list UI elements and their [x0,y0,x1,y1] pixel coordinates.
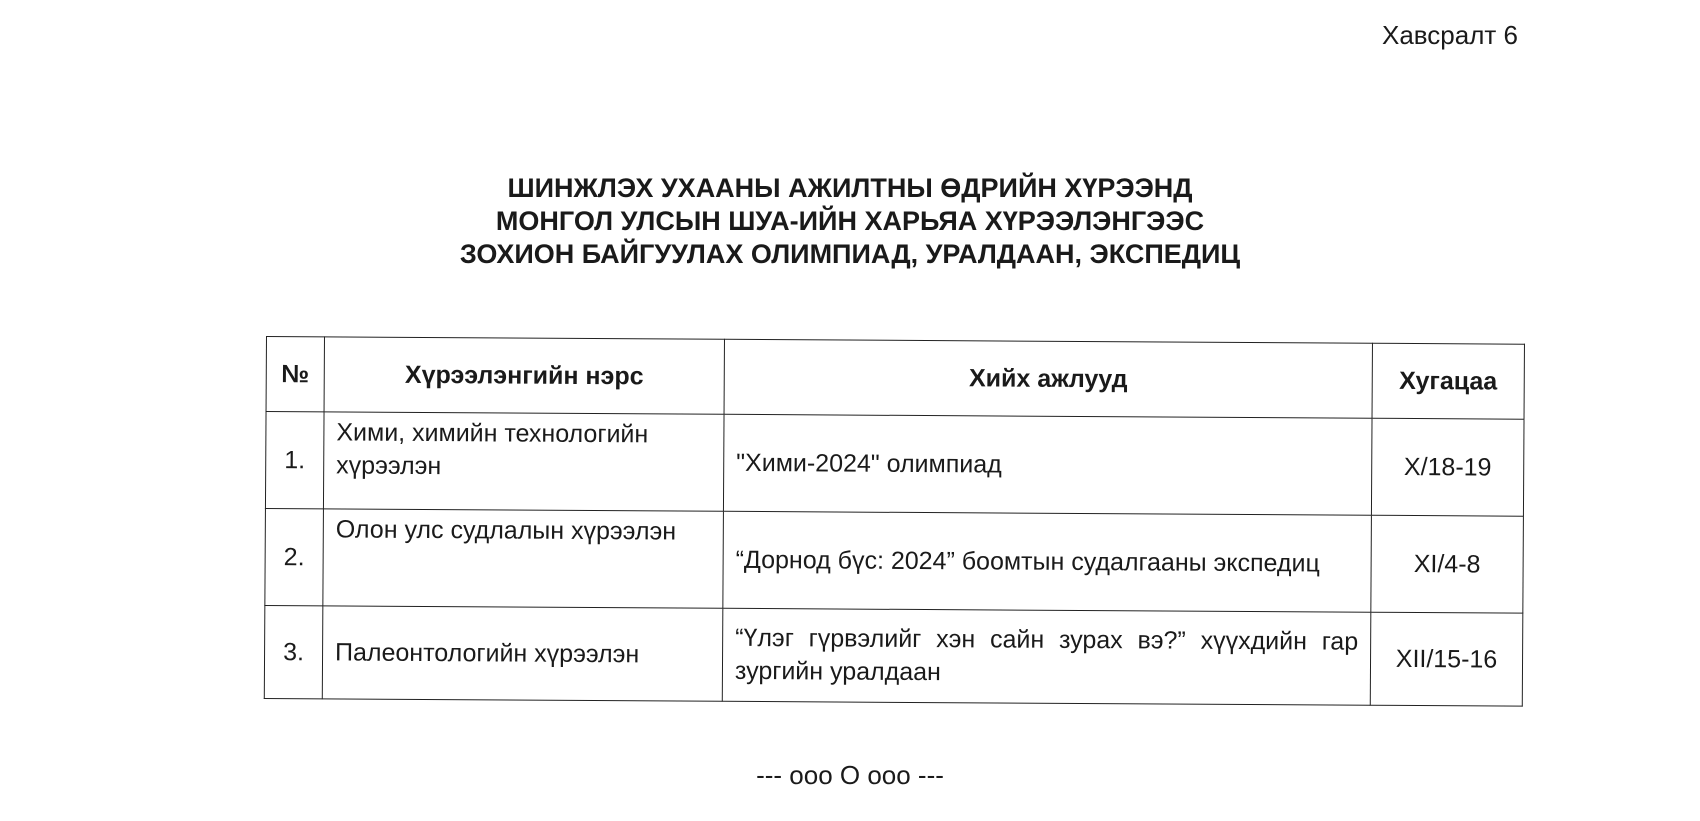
annex-label: Хавсралт 6 [1381,20,1518,50]
row-activity: “Үлэг гүрвэлийг хэн сайн зурах вэ?” хүүхдийн гар зургийн уралдаан [722,608,1371,705]
row-number: 3. [264,605,323,698]
header-period: Хугацаа [1372,343,1524,419]
row-period: X/18-19 [1371,418,1524,516]
document-end-marker: --- ooo O ooo --- [756,760,944,790]
table-row [265,412,1524,517]
document-title [0,172,1700,271]
table-row [264,605,1523,706]
row-period: XII/15-16 [1370,612,1523,706]
title-line-3: ЗОХИОН БАЙГУУЛАХ ОЛИМПИАД, УРАЛДААН, ЭКСПЕДИЦ [459,239,1241,269]
table-row [265,508,1524,613]
table-header-row [266,337,1524,420]
header-no: № [266,337,324,412]
title-line-2: МОНГОЛ УЛСЫН ШУА-ИЙН ХАРЬЯА ХҮРЭЭЛЭНГЭЭС [495,206,1205,236]
row-period: XI/4-8 [1371,515,1524,613]
row-institute: Хими, химийн технологийн хүрээлэн [323,412,724,511]
header-activity: Хийх ажлууд [724,339,1372,418]
title-line-1: ШИНЖЛЭХ УХААНЫ АЖИЛТНЫ ӨДРИЙН ХҮРЭЭНД [507,173,1193,203]
row-activity: “Дорнод бүс: 2024” боомтын судалгааны экспедиц [723,511,1372,612]
row-activity: "Хими-2024" олимпиад [723,414,1372,515]
header-institute: Хүрээлэнгийн нэрс [324,337,724,414]
row-institute: Палеонтологийн хүрээлэн [322,606,723,701]
row-number: 1. [265,412,324,509]
row-number: 2. [265,508,324,605]
row-institute: Олон улс судлалын хүрээлэн [323,509,724,608]
events-table [264,336,1525,707]
events-table-wrapper [264,336,1524,707]
